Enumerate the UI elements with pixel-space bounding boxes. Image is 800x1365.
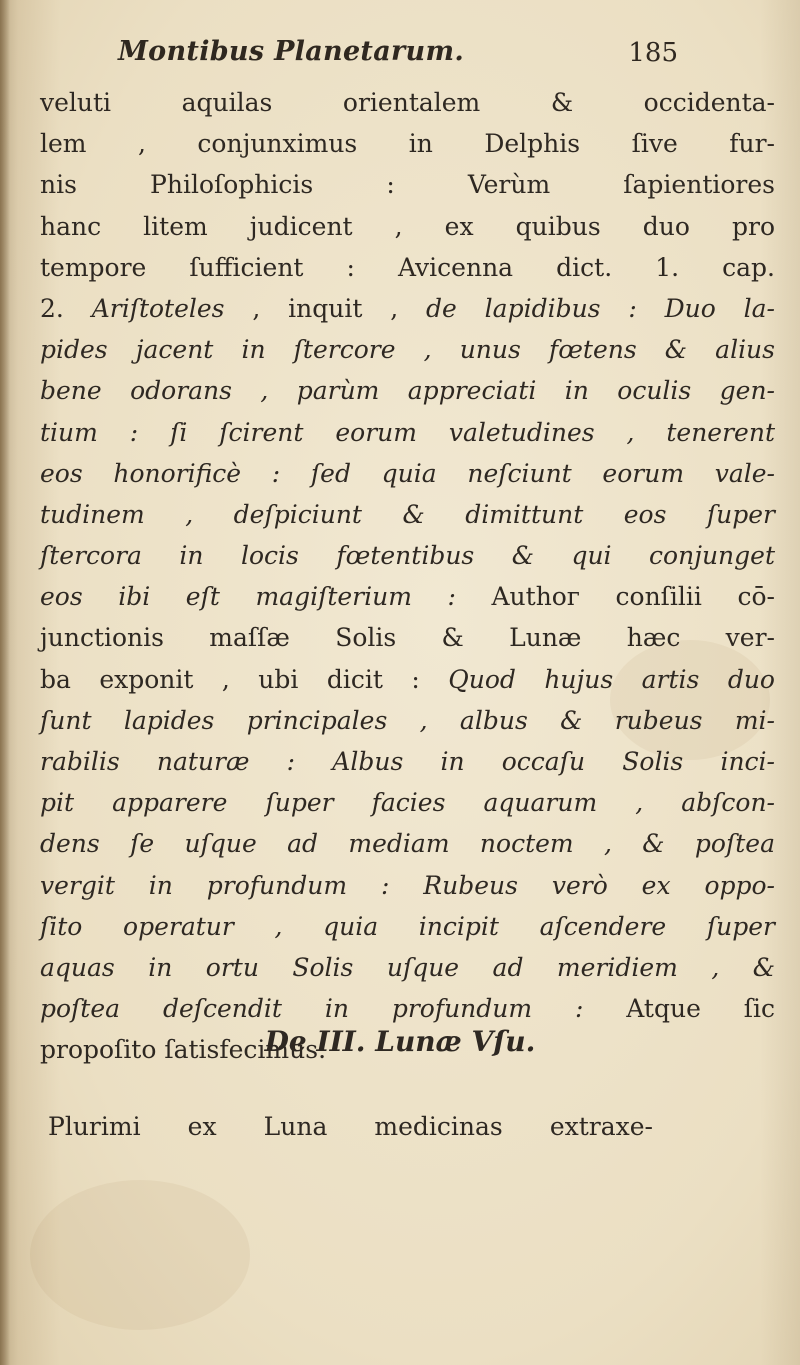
page-binding-edge — [0, 0, 10, 1365]
text-line: bene odorans , parùm appreciati in oculis gen- — [40, 376, 775, 406]
page-header — [118, 36, 678, 86]
page-number: 185 — [628, 38, 678, 68]
text-segment: ba exponit , ubi dicit : — [40, 664, 449, 694]
text-line: aquas in ortu Solis uſque ad meridiem , & — [40, 952, 775, 982]
text-line: propoſito ſatisfecimus. — [40, 1035, 327, 1065]
text-line: dens ſe uſque ad mediam noctem , & poſtea — [40, 829, 775, 859]
paper-stain — [30, 1180, 250, 1330]
text-line: ſtercora in locis fœtentibus & qui conjunget — [40, 541, 775, 571]
text-line: pides jacent in ſtercore , unus fœtens & alius — [40, 335, 775, 365]
text-segment: 2. — [40, 293, 92, 323]
text-line: vergit in profundum : Rubeus verò ex oppo- — [40, 870, 775, 900]
text-segment: Quod hujus artis duo — [448, 664, 775, 694]
text-line — [40, 659, 775, 700]
text-segment: Atque ſic — [626, 994, 775, 1024]
text-segment: Ariſtoteles — [91, 293, 225, 323]
text-segment: eos ibi eſt magiſterium : — [40, 582, 492, 612]
text-line: nis Philoſophicis : Verùm ſapientiores — [40, 170, 775, 200]
text-line: ſito operatur , quia incipit aſcendere ſuper — [40, 911, 775, 941]
text-line — [40, 988, 775, 1029]
paragraph-start: Plurimi ex Luna medicinas extraxe- — [48, 1112, 653, 1141]
text-line: hanc litem judicent , ex quibus duo pro — [40, 211, 775, 241]
text-segment: de lapidibus : Duo la- — [426, 293, 775, 323]
text-line: lem , conjunximus in Delphis ſive fur- — [40, 129, 775, 159]
text-line: rabilis naturæ : Albus in occaſu Solis inci- — [40, 747, 775, 776]
text-segment: , inquit , — [224, 293, 427, 323]
text-line: pit apparere ſuper facies aquarum , abſcon- — [40, 788, 775, 818]
text-line — [40, 576, 775, 617]
text-line: tium : ſi ſcirent eorum valetudines , tenerent — [40, 417, 775, 447]
text-line: veluti aquilas orientalem & occidenta- — [40, 88, 775, 117]
text-line: tempore ſufficient : Avicenna dict. 1. cap. — [40, 252, 775, 282]
text-line: eos honorificè : ſed quia neſciunt eorum vale- — [40, 458, 775, 488]
text-line — [40, 288, 775, 329]
text-segment: poſtea deſcendit in profundum : — [40, 994, 627, 1024]
section-title: De III. Lunæ Vſu. — [264, 1025, 536, 1058]
running-head: Montibus Planetarum. — [118, 36, 465, 67]
text-line: tudinem , deſpiciunt & dimittunt eos ſuper — [40, 499, 775, 529]
text-line: ſunt lapides principales , albus & rubeus mi- — [40, 705, 775, 735]
text-segment: Authoг conſilii cō- — [491, 582, 775, 612]
body-text — [40, 82, 775, 1071]
text-line: junctionis maſſæ Solis & Lunæ hæc ver- — [40, 623, 775, 653]
